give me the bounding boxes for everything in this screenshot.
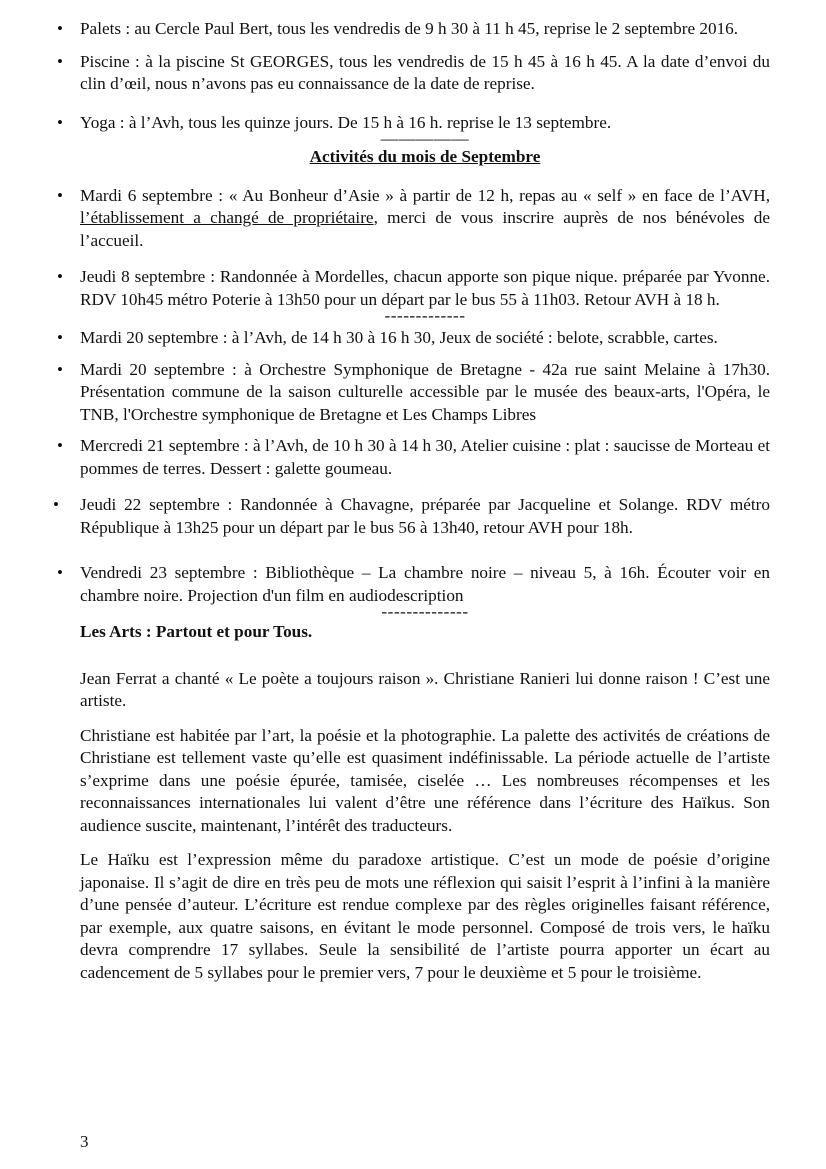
ownership-change-note: l’établissement a changé de propriétaire (80, 208, 374, 227)
activity-item-piscine: • Piscine : à la piscine St GEORGES, tous les vendredis de 15 h 45 à 16 h 45. A la date d’envoi du clin d’œil, nous n’avons pas eu connaissance de la date de reprise. (80, 51, 770, 96)
september-heading: Activités du mois de Septembre (309, 147, 541, 166)
page-number: 3 (80, 1132, 89, 1151)
event-item-randonnee-mordelles: • Jeudi 8 septembre : Randonnée à Mordelles, chacun apporte son pique nique. préparée par Yvonne. RDV 10h45 métro Poterie à 13h50 pour un départ par le bus 55 à 11h03. Retour AVH à 18 h. (80, 266, 770, 311)
arts-paragraph: Christiane est habitée par l’art, la poésie et la photographie. La palette des activités de créations de Christiane est tellement vaste qu’elle est quasiment indéfinissable. La période actuelle de l’artiste s’exprime dans une poésie épurée, tamisée, ciselée … Les nombreuses récompenses et les reconnaissances internationales lui valent d’être une référence dans l’écriture des Haïkus. Son audience suscite, maintenant, l’intérêt des traducteurs. (80, 725, 770, 835)
activity-item-palets: • Palets : au Cercle Paul Bert, tous les vendredis de 9 h 30 à 11 h 45, reprise le 2 septembre 2016. (80, 18, 770, 41)
event-item-bonheur-asie: • Mardi 6 septembre : « Au Bonheur d’Asie » à partir de 12 h, repas au « self » en face de l’AVH, l’établissement a changé de propriétaire, merci de vous inscrire auprès de nos bénévoles de l’accueil. (80, 185, 770, 253)
arts-paragraph: Jean Ferrat a chanté « Le poète a toujours raison ». Christiane Ranieri lui donne raison ! C’est une artiste. (80, 668, 770, 710)
separator-line: -------------- (381, 602, 469, 621)
event-item-jeux-societe: • Mardi 20 septembre : à l’Avh, de 14 h 30 à 16 h 30, Jeux de société : belote, scrabble, cartes. (80, 327, 770, 350)
event-item-orchestre: • Mardi 20 septembre : à Orchestre Symphonique de Bretagne - 42a rue saint Melaine à 17h30. Présentation commune de la saison culturelle accessible par le musée des beaux-arts, l'Opéra, le TNB, l'Orchestre symphonique de Bretagne et Les Champs Libres (80, 359, 770, 427)
arts-section-title: Les Arts : Partout et pour Tous. (80, 622, 313, 641)
separator-line: ------------- (384, 306, 466, 325)
event-item-atelier-cuisine: • Mercredi 21 septembre : à l’Avh, de 10 h 30 à 14 h 30, Atelier cuisine : plat : saucisse de Morteau et pommes de terres. Dessert : galette goumeau. (80, 435, 770, 480)
event-item-randonnee-chavagne: • Jeudi 22 septembre : Randonnée à Chavagne, préparée par Jacqueline et Solange. RDV métro République à 13h25 pour un départ par le bus 56 à 13h40, retour AVH pour 18h. (80, 494, 770, 539)
page-content (80, 18, 770, 984)
separator-line: ————— (380, 129, 470, 148)
activity-item-yoga: • Yoga : à l’Avh, tous les quinze jours. De 15 h à 16 h. reprise le 13 septembre. (80, 112, 770, 135)
event-item-bibliotheque: • Vendredi 23 septembre : Bibliothèque – La chambre noire – niveau 5, à 16h. Écouter voir en chambre noire. Projection d'un film en audiodescription (80, 562, 770, 607)
arts-paragraph: Le Haïku est l’expression même du paradoxe artistique. C’est un mode de poésie d’origine japonaise. Il s’agit de dire en très peu de mots une réflexion qui saisit l’esprit à l’infini à la manière d’une pensée d’auteur. L’écriture est rendue complexe par des règles originelles faisant référence, par exemple, aux quatre saisons, en évitant le mode personnel. Composé de trois vers, le haïku devra comprendre 17 syllabes. Seule la sensibilité de l’artiste pourra apporter un écart au cadencement de 5 syllabes pour le premier vers, 7 pour le deuxième et 5 pour le troisième. (80, 850, 770, 982)
